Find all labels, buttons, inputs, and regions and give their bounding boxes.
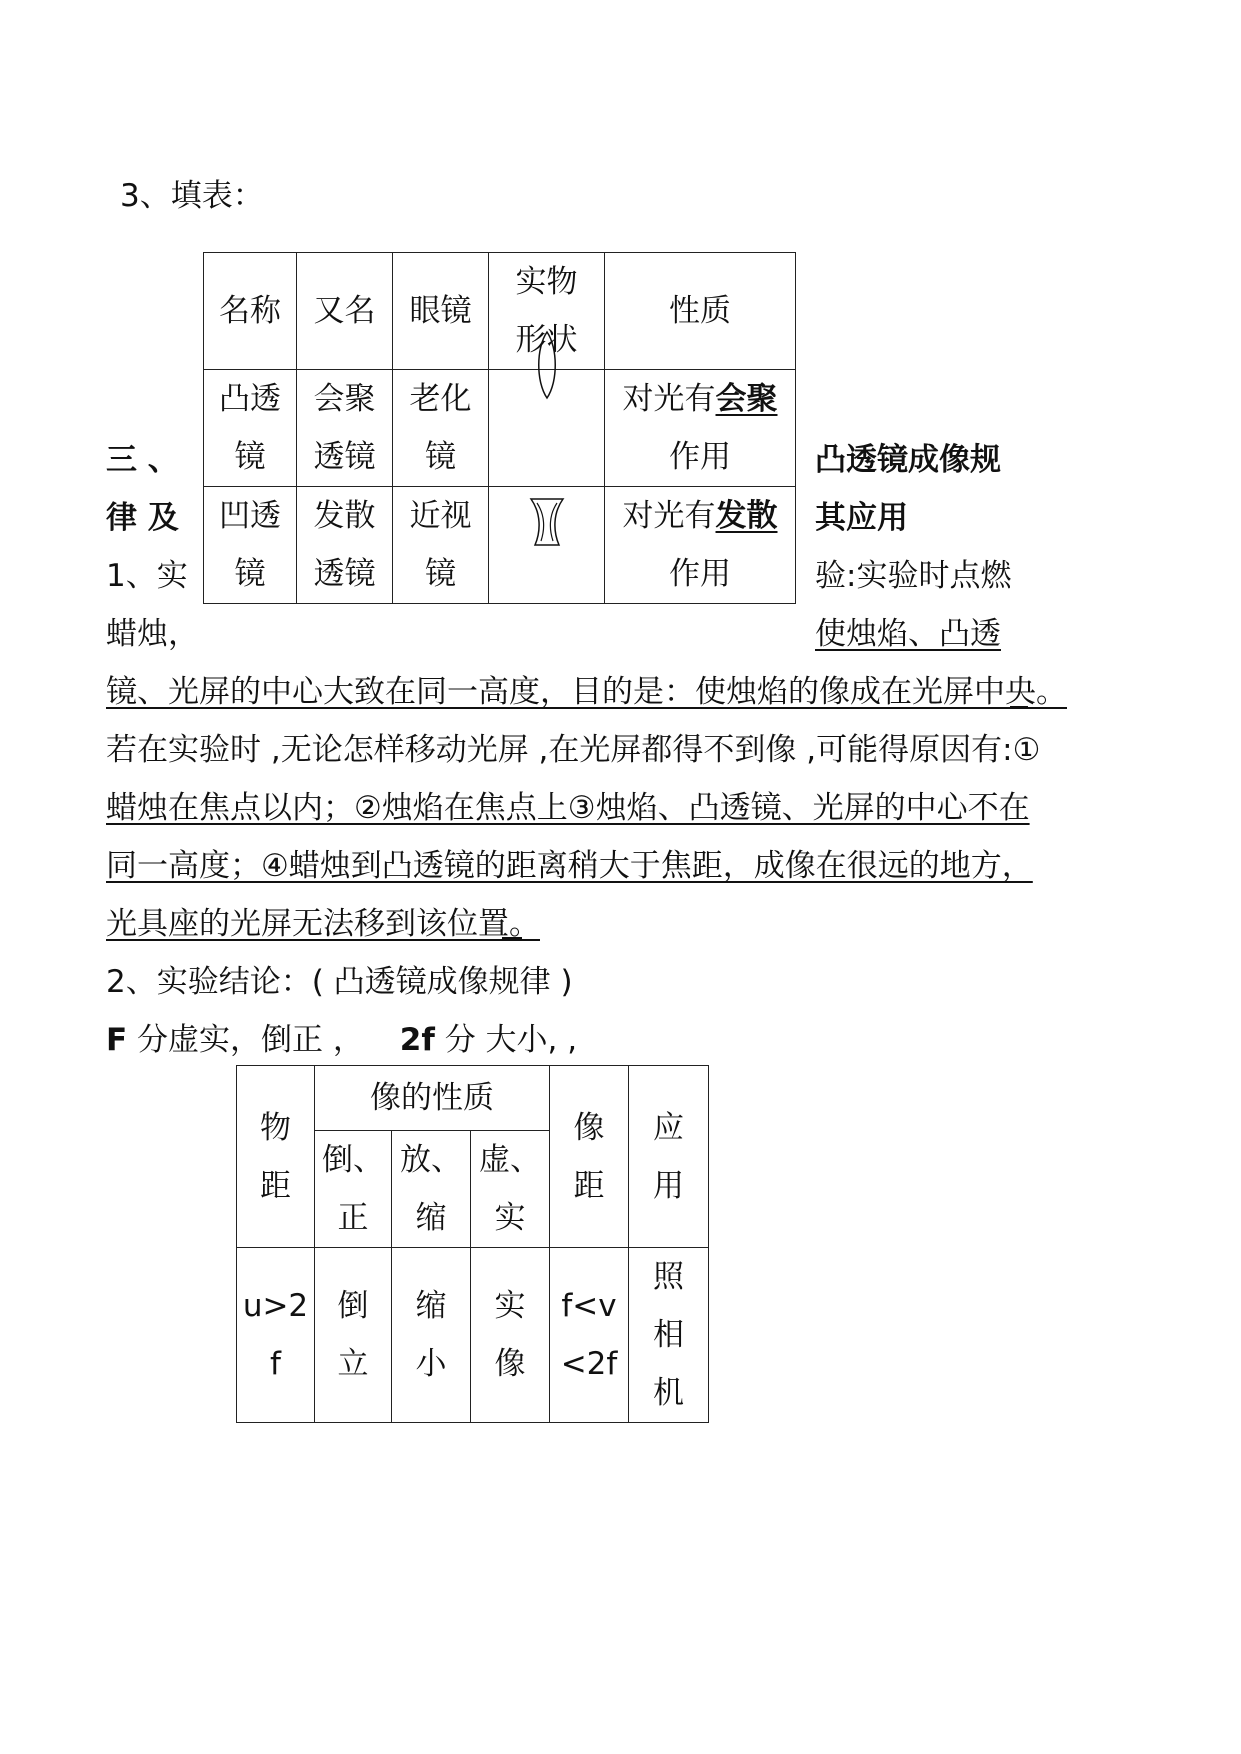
lens-alias-cell: 发散 透镜 bbox=[297, 487, 393, 604]
image-distance-cell: f<v <2f bbox=[550, 1248, 629, 1423]
para-line-2: 若在实验时 ,无论怎样移动光屏 ,在光屏都得不到像 ,可能得原因有:① bbox=[106, 732, 1041, 768]
para-line-3: 蜡烛在焦点以内；②烛焰在焦点上③烛焰、凸透镜、光屏的中心不在 bbox=[106, 790, 1030, 826]
header-image-distance: 像 距 bbox=[550, 1066, 629, 1248]
underline-extension bbox=[1010, 706, 1028, 708]
lens-property-cell bbox=[605, 370, 796, 487]
double-focal-rule: 分 大小, , bbox=[444, 1022, 578, 1058]
imaging-rules-table bbox=[236, 1065, 709, 1423]
header-glasses: 眼镜 bbox=[393, 253, 489, 370]
conclusion-heading: 2、实验结论：( 凸透镜成像规律 ) bbox=[106, 964, 573, 1000]
lens-shape-cell bbox=[489, 370, 605, 487]
header-application: 应 用 bbox=[629, 1066, 709, 1248]
application-cell: 照 相 机 bbox=[629, 1248, 709, 1423]
table-row bbox=[237, 1248, 709, 1423]
header-property: 性质 bbox=[605, 253, 796, 370]
section-text-line3: 验:实验时点燃 bbox=[815, 558, 1012, 594]
lens-glasses-cell: 老化 镜 bbox=[393, 370, 489, 487]
section-title-line2: 其应用 bbox=[815, 500, 908, 536]
lens-glasses-cell: 近视 镜 bbox=[393, 487, 489, 604]
property-suffix: 作用 bbox=[669, 439, 731, 475]
property-suffix: 作用 bbox=[669, 556, 731, 592]
section-title-line1: 凸透镜成像规 bbox=[815, 442, 1001, 478]
property-key: 发散 bbox=[715, 498, 778, 534]
lens-name-cell: 凹透 镜 bbox=[204, 487, 297, 604]
lens-alias-cell: 会聚 透镜 bbox=[297, 370, 393, 487]
property-prefix: 对光有 bbox=[622, 498, 716, 534]
para-line-1a: 镜、光屏的中心大致在同一高度，目的是： bbox=[106, 674, 695, 710]
header-real-virtual: 虚、 实 bbox=[471, 1131, 550, 1248]
fill-table-heading: 3、填表： bbox=[120, 178, 264, 214]
header-alias: 又名 bbox=[297, 253, 393, 370]
section-label-line4: 蜡烛， bbox=[106, 616, 199, 652]
table-row bbox=[204, 370, 796, 487]
section-text-line4: 使烛焰、凸透 bbox=[815, 616, 1001, 652]
lens-property-cell bbox=[605, 487, 796, 604]
focal-rule: 分虚实，倒正 ， bbox=[137, 1022, 364, 1058]
para-line-5: 光具座的光屏无法移到该位置。 bbox=[106, 906, 540, 942]
section-label-line3: 1、实 bbox=[106, 558, 188, 594]
header-shape: 实物 形状 bbox=[489, 253, 605, 370]
property-prefix: 对光有 bbox=[622, 381, 716, 417]
focal-label: F bbox=[106, 1022, 128, 1058]
section-label-line2: 律 及 bbox=[106, 500, 179, 536]
header-orientation: 倒、 正 bbox=[315, 1131, 392, 1248]
section-label-line1: 三 、 bbox=[106, 442, 179, 478]
para-line-4: 同一高度；④蜡烛到凸透镜的距离稍大于焦距，成像在很远的地方， bbox=[106, 848, 1033, 884]
lens-name-cell: 凸透 镜 bbox=[204, 370, 297, 487]
lens-shape-cell bbox=[489, 487, 605, 604]
header-image-nature: 像的性质 bbox=[315, 1066, 550, 1131]
concave-lens-icon bbox=[529, 497, 565, 547]
para-line-1b: 使烛焰的像成在光屏中央。 bbox=[695, 674, 1067, 710]
header-name: 名称 bbox=[204, 253, 297, 370]
underline-extension bbox=[502, 937, 522, 939]
double-focal-label: 2f bbox=[399, 1022, 435, 1058]
table-row bbox=[204, 487, 796, 604]
size-cell: 缩 小 bbox=[392, 1248, 471, 1423]
header-object-distance: 物 距 bbox=[237, 1066, 315, 1248]
object-distance-cell: u>2 f bbox=[237, 1248, 315, 1423]
lens-type-table bbox=[203, 252, 796, 604]
header-size: 放、 缩 bbox=[392, 1131, 471, 1248]
orientation-cell: 倒 立 bbox=[315, 1248, 392, 1423]
para-line-1 bbox=[106, 672, 1067, 712]
property-key: 会聚 bbox=[715, 381, 778, 417]
conclusion-rule-line bbox=[106, 1020, 577, 1060]
real-virtual-cell: 实 像 bbox=[471, 1248, 550, 1423]
